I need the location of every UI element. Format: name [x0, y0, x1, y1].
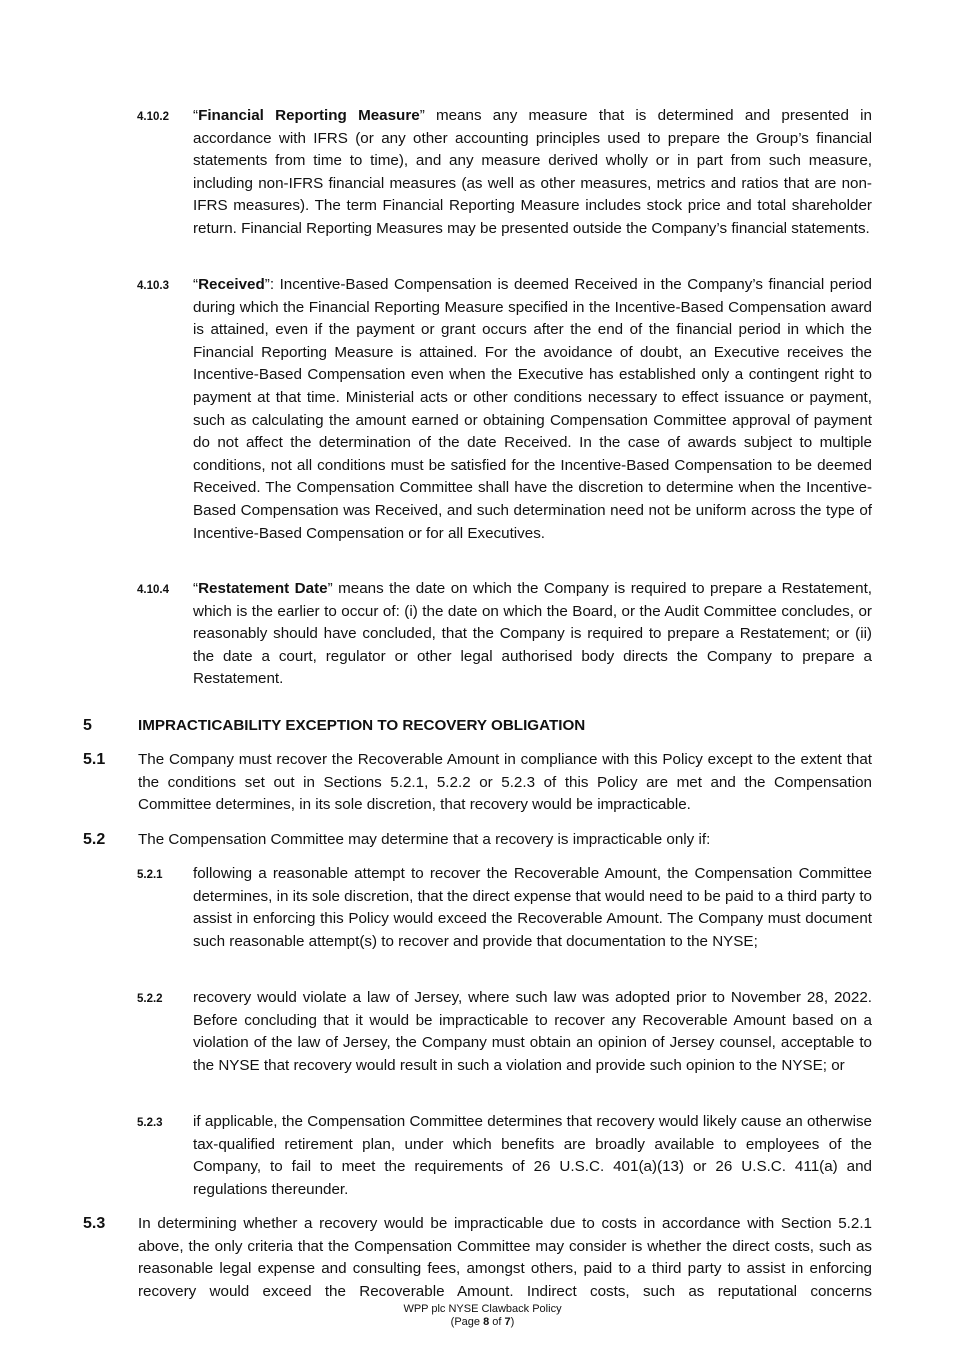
footer-page-number [0, 1316, 965, 1329]
clause-5-2: The Compensation Committee may determine that a recovery is impracticable only if: [138, 831, 711, 848]
open-quote: “ [193, 580, 199, 597]
clause-4-10-3 [193, 274, 872, 545]
close-quote: ” [419, 107, 425, 124]
section-heading-5: IMPRACTICABILITY EXCEPTION TO RECOVERY OBLIGATION [138, 717, 586, 734]
open-quote: “ [193, 107, 199, 124]
clause-5-2-2: recovery would violate a law of Jersey, where such law was adopted prior to November 28, 2022. Before concluding that it would be impracticable to recover any Recoverable Amount based on a violation of the law of Jersey, the Company must obtain an opinion of Jersey counsel, acceptable to the NYSE that recovery would result in such a violation and provide such opinion to the NYSE; or [193, 989, 872, 1074]
footer-title: WPP plc NYSE Clawback Policy [403, 1303, 562, 1315]
section-number-5: 5 [83, 717, 92, 734]
close-quote: ” [264, 276, 270, 293]
open-quote: “ [193, 276, 199, 293]
clause-number-5-2-2: 5.2.2 [137, 993, 163, 1005]
defined-term: Received [198, 276, 265, 293]
clause-5-2-1: following a reasonable attempt to recover the Recoverable Amount, the Compensation Committee determines, in its sole discretion, that the direct expense that would need to be paid to a third party to assist in enforcing this Policy would exceed the Recoverable Amount. The Company must document such reasonable attempt(s) to recover and provide that documentation to the NYSE; [193, 865, 872, 950]
clause-5-2-3: if applicable, the Compensation Committee determines that recovery would likely cause an otherwise tax-qualified retirement plan, under which benefits are broadly available to employees of the Company, to fail to meet the requirements of 26 U.S.C. 401(a)(13) or 26 U.S.C. 411(a) and regulations thereunder. [193, 1113, 872, 1198]
defined-term: Restatement Date [198, 580, 328, 597]
page-total: 7 [504, 1316, 511, 1328]
page-current: 8 [483, 1316, 490, 1328]
clause-5-3: In determining whether a recovery would be impracticable due to costs in accordance with Section 5.2.1 above, the only criteria that the Compensation Committee may consider is whether the direct costs, such as reasonable legal expense and consulting fees, amongst others, paid to a third party to assist in enforcing recovery would exceed the Recoverable Amount. Indirect costs, such as reputational concerns [138, 1215, 872, 1300]
clause-text: means any measure that is determined and presented in accordance with IFRS (or any other accounting principles used to prepare the Group’s financial statements from time to time), and any measure derived wholly or in part from such measure, including non-IFRS financial measures (as well as other measures, metrics and ratios that are non-IFRS measures). The term Financial Reporting Measure includes stock price and total shareholder return. Financial Reporting Measures may be presented outside the Company’s financial statements. [193, 107, 872, 237]
clause-number-5-1: 5.1 [83, 751, 106, 768]
page-prefix: (Page [450, 1316, 484, 1328]
close-quote: ” [327, 580, 333, 597]
clause-number-5-3: 5.3 [83, 1215, 106, 1232]
page-suffix: ) [510, 1316, 515, 1328]
clause-5-1: The Company must recover the Recoverable Amount in compliance with this Policy except to the extent that the conditions set out in Sections 5.2.1, 5.2.2 or 5.2.3 of this Policy are met and the Compensation Committee determines, in its sole discretion, that recovery would be impracticable. [138, 751, 872, 814]
clause-number-4-10-3: 4.10.3 [137, 280, 169, 292]
clause-number-4-10-4: 4.10.4 [137, 584, 169, 596]
clause-number-5-2-3: 5.2.3 [137, 1117, 163, 1129]
clause-number-5-2-1: 5.2.1 [137, 869, 163, 881]
clause-number-4-10-2: 4.10.2 [137, 111, 169, 123]
clause-text: means the date on which the Company is required to prepare a Restatement, which is the earlier to occur of: (i) the date on which the Board, or the Audit Committee concludes, or reasonably should have concluded, that the Company is required to prepare a Restatement; or (ii) the date a court, regulator or other legal authorised body directs the Company to prepare a Restatement. [193, 580, 873, 688]
page-of: of [489, 1316, 505, 1328]
defined-term: Financial Reporting Measure [198, 107, 420, 124]
clause-4-10-4 [193, 578, 872, 691]
clause-number-5-2: 5.2 [83, 831, 106, 848]
clause-4-10-2 [193, 105, 872, 241]
clause-text: : Incentive-Based Compensation is deemed Received in the Company’s financial period during which the Financial Reporting Measure specified in the Incentive-Based Compensation award is attained, even if the payment or grant occurs after the end of the financial period in which the Financial Reporting Measure is attained. For the avoidance of doubt, an Executive receives the Incentive-Based Compensation even when the Executive has established only a contingent right to payment at that time. Ministerial acts or other conditions necessary to effect issuance or payment, such as calculating the amount earned or obtaining Compensation Committee approval of payment do not affect the determination of the date Received. In the case of awards subject to multiple conditions, not all conditions must be satisfied for the Incentive-Based Compensation to be deemed Received. The Compensation Committee shall have the discretion to determine when the Incentive-Based Compensation was Received, and such determination need not be uniform across the type of Incentive-Based Compensation or for all Executives. [193, 276, 872, 542]
